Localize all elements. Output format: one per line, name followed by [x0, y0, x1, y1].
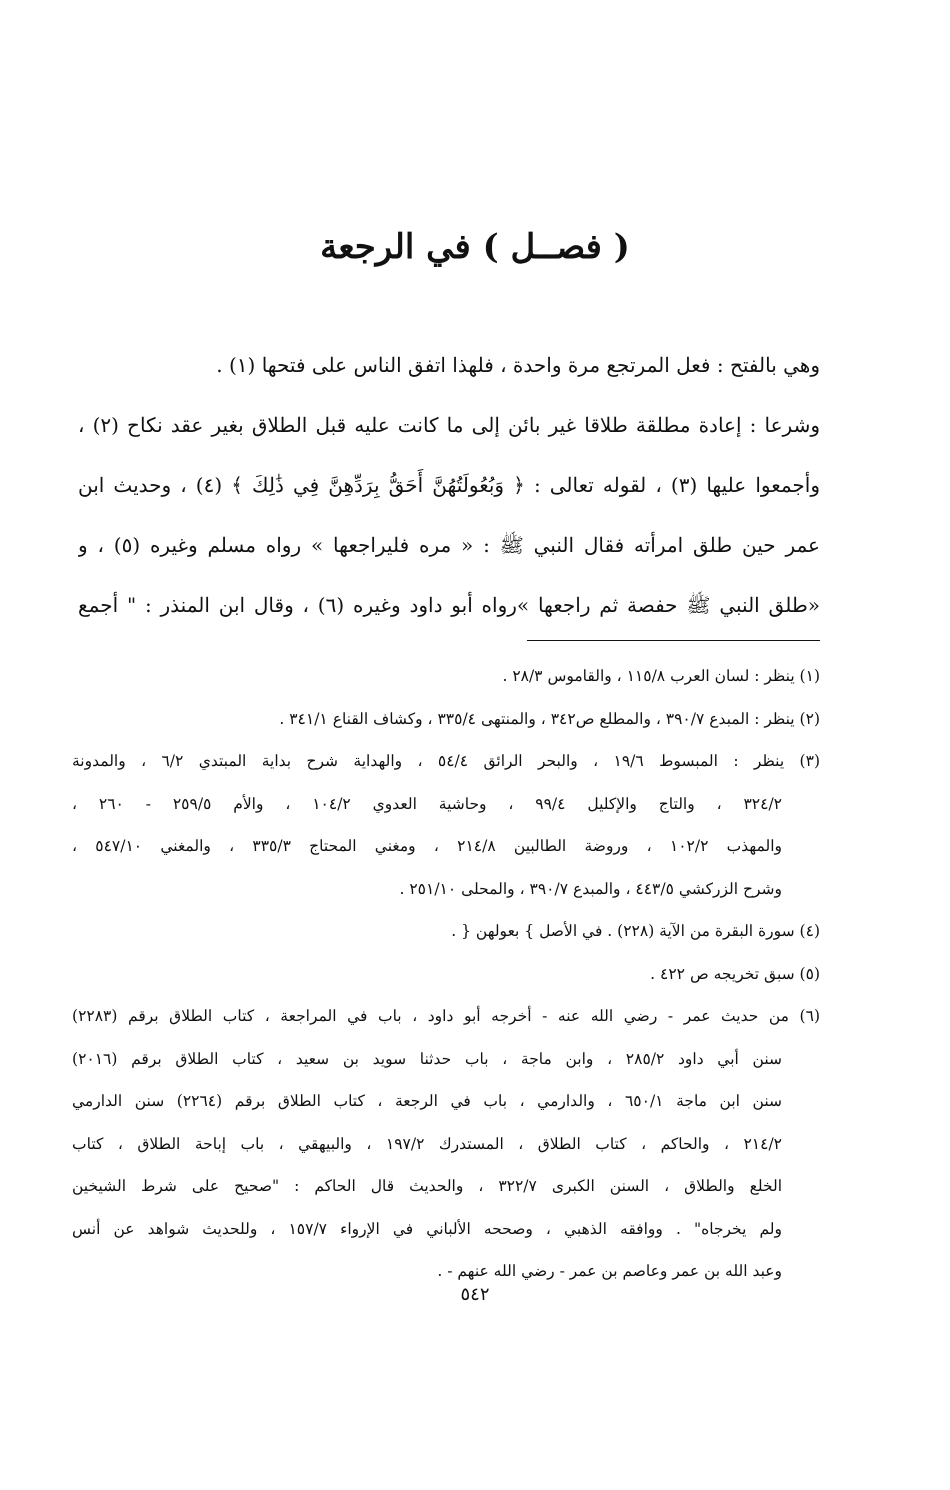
footnote-line: سنن ابن ماجة ٦٥٠/١ ، والدارمي ، باب في الرجعة ، كتاب الطلاق برقم (٢٢٦٤) سنن الدارمي	[72, 1092, 782, 1110]
footnote-line: ولم يخرجاه" . ووافقه الذهبي ، وصححه الألباني في الإرواء ١٥٧/٧ ، وللحديث شواهد عن أنس	[72, 1219, 782, 1238]
footnote-line: وعبد الله بن عمر وعاصم بن عمر - رضي الله عنهم - .	[437, 1262, 782, 1280]
footnotes	[72, 655, 820, 1293]
footnote-line: سنن أبي داود ٢٨٥/٢ ، وابن ماجة ، باب حدثنا سويد بن سعيد ، كتاب الطلاق برقم (٢٠١٦)	[72, 1049, 782, 1068]
footnote-separator	[527, 640, 820, 641]
footnote-line: ٢١٤/٢ ، والحاكم ، كتاب الطلاق ، المستدرك ١٩٧/٢ ، والبيهقي ، باب إباحة الطلاق ، كتاب	[72, 1134, 782, 1153]
body-line: وهي بالفتح : فعل المرتجع مرة واحدة ، فلهذا اتفق الناس على فتحها (١) .	[216, 353, 820, 377]
page-number: ٥٤٢	[460, 1284, 490, 1305]
body-line: وشرعا : إعادة مطلقة طلاقا غير بائن إلى ما كانت عليه قبل الطلاق بغير عقد نكاح (٢) ،	[78, 413, 820, 437]
footnote-line: (١) ينظر : لسان العرب ١١٥/٨ ، والقاموس ٢٨/٣ .	[502, 667, 820, 685]
footnote-line: (٣) ينظر : المبسوط ١٩/٦ ، والبحر الرائق ٥٤/٤ ، والهداية شرح بداية المبتدي ٦/٢ ، والمدونة	[72, 752, 820, 770]
footnote-line: ٣٢٤/٢ ، والتاج والإكليل ٩٩/٤ ، وحاشية العدوي ١٠٤/٢ ، والأم ٢٥٩/٥ - ٢٦٠ ،	[72, 794, 782, 813]
footnote-line: (٤) سورة البقرة من الآية (٢٢٨) . في الأصل } بعولهن { .	[451, 922, 820, 940]
body-line: عمر حين طلق امرأته فقال النبي ﷺ : « مره فليراجعها » رواه مسلم وغيره (٥) ، و	[78, 533, 820, 557]
body-line: وأجمعوا عليها (٣) ، لقوله تعالى : ﴿ وَبُعُولَتُهُنَّ أَحَقُّ بِرَدِّهِنَّ فِي ذَٰلِكَ ﴾ (٤) ، وحديث ابن	[78, 473, 820, 497]
footnote-line: الخلع والطلاق ، السنن الكبرى ٣٢٢/٧ ، والحديث قال الحاكم : "صحيح على شرط الشيخين	[72, 1177, 783, 1195]
footnote-line: (٦) من حديث عمر - رضي الله عنه - أخرجه أبو داود ، باب في المراجعة ، كتاب الطلاق برقم (٢٢٨٣)	[72, 1007, 820, 1025]
body-line: «طلق النبي ﷺ حفصة ثم راجعها »رواه أبو داود وغيره (٦) ، وقال ابن المنذر : " أجمع	[78, 593, 820, 617]
main-text	[78, 335, 820, 635]
footnote-line: (٢) ينظر : المبدع ٣٩٠/٧ ، والمطلع ص٣٤٢ ، والمنتهى ٣٣٥/٤ ، وكشاف القناع ٣٤١/١ .	[279, 709, 820, 728]
footnote-line: والمهذب ١٠٢/٢ ، وروضة الطالبين ٢١٤/٨ ، ومغني المحتاج ٣٣٥/٣ ، والمغني ٥٤٧/١٠ ،	[72, 837, 782, 855]
footnote-line: (٥) سبق تخريجه ص ٤٢٢ .	[650, 964, 820, 983]
chapter-title: ( فصــل ) في الرجعة	[320, 227, 630, 267]
footnote-line: وشرح الزركشي ٤٤٣/٥ ، والمبدع ٣٩٠/٧ ، والمحلى ٢٥١/١٠ .	[399, 879, 782, 898]
